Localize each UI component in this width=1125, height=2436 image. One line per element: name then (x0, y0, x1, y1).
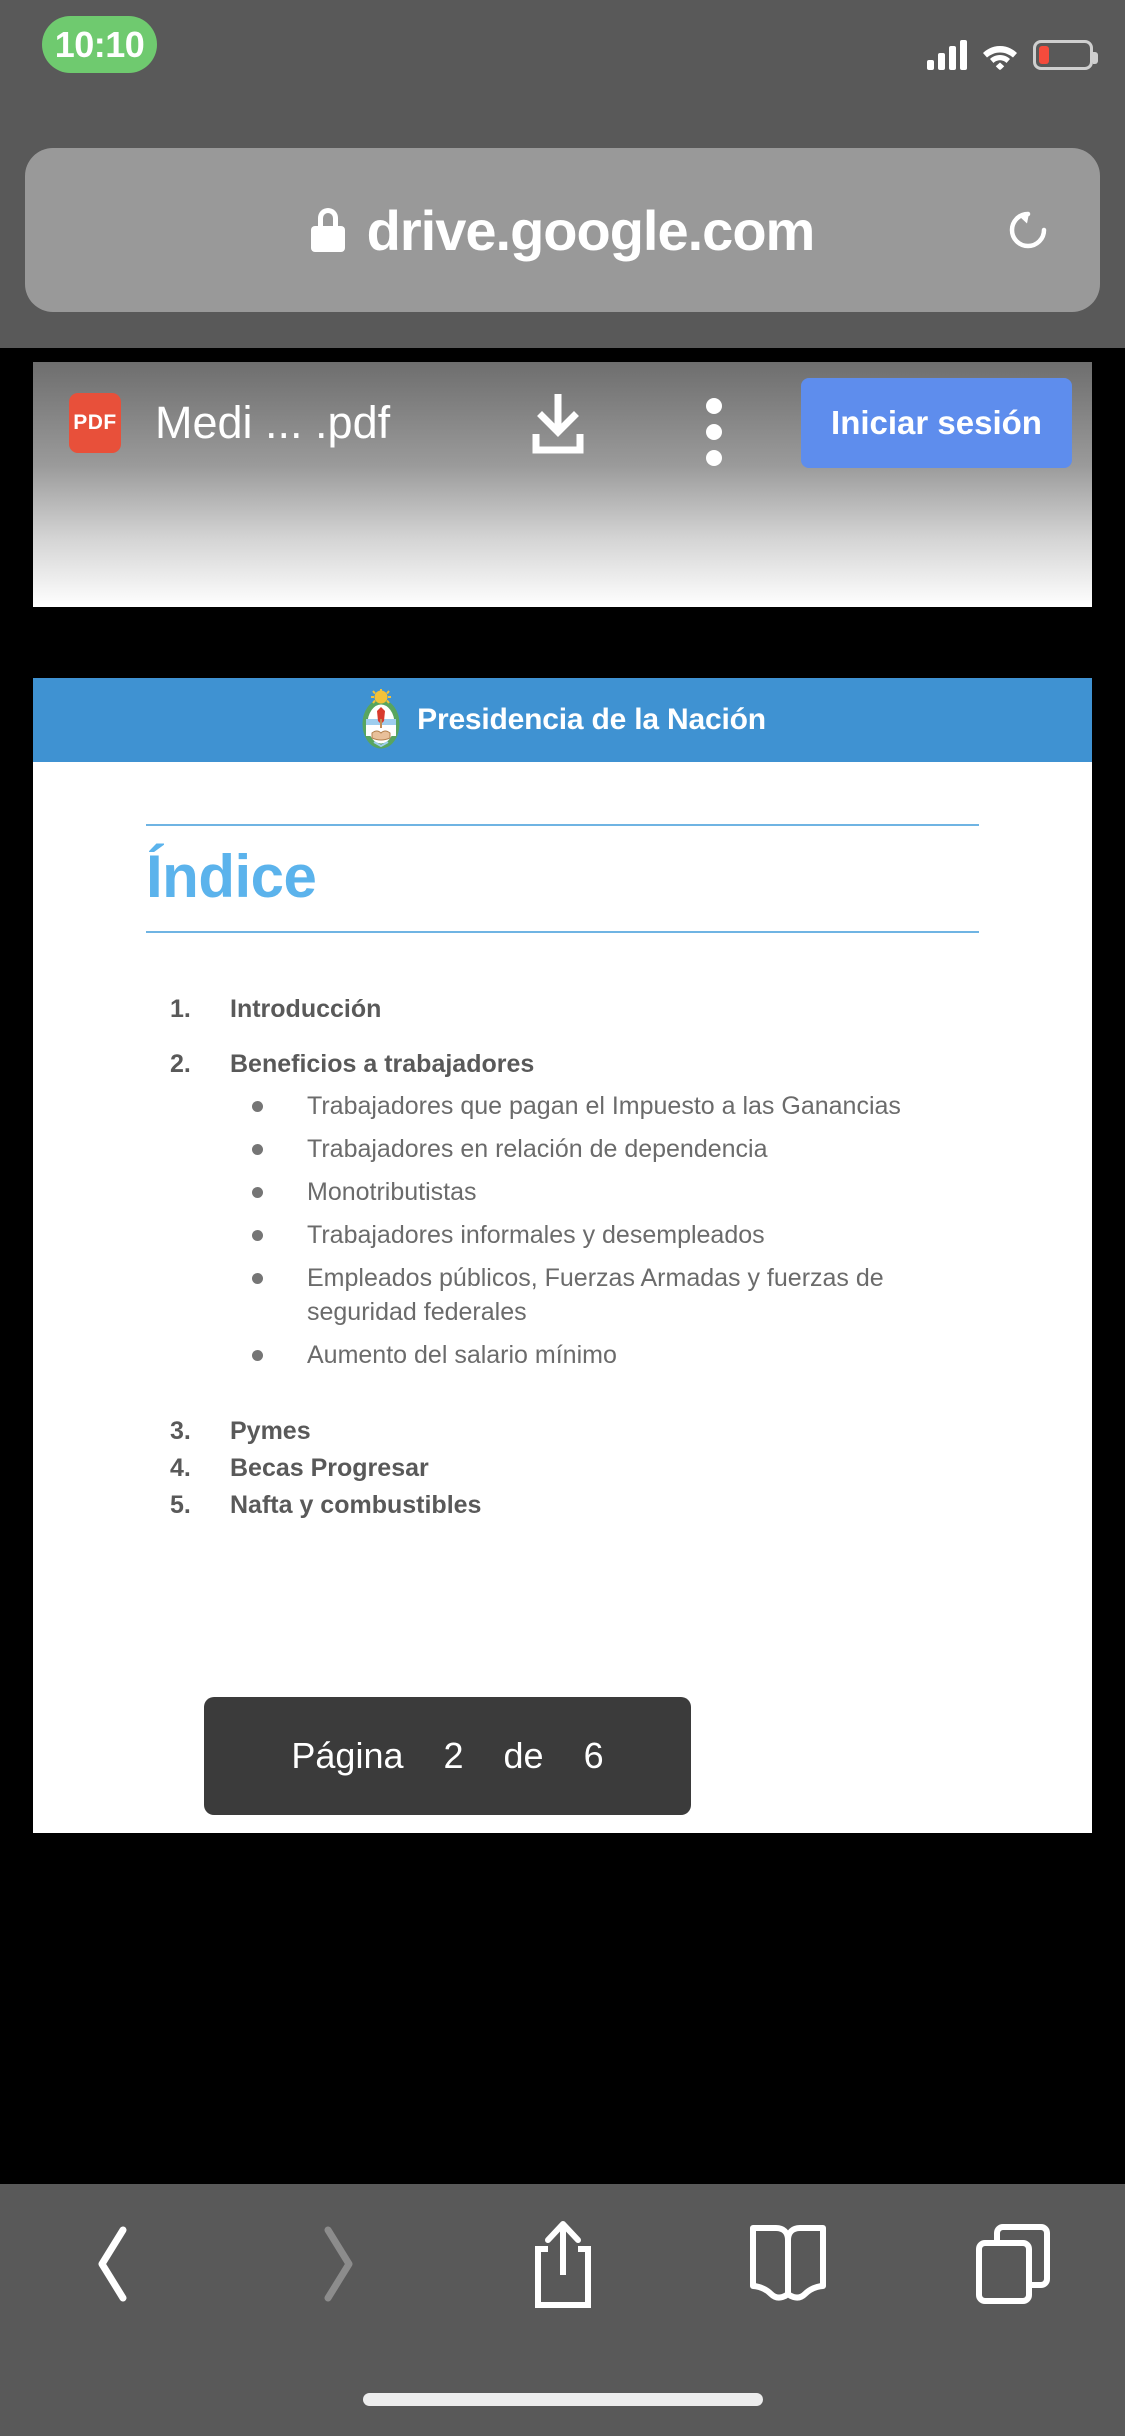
tabs-button[interactable] (900, 2184, 1125, 2344)
document-heading: Índice (146, 843, 317, 910)
toc-item (170, 1454, 979, 1483)
page-indicator-total: 6 (583, 1735, 604, 1776)
toc-item-label: Beneficios a trabajadores (230, 1050, 535, 1078)
toc-tail-items (170, 1381, 979, 1520)
tabs-icon (973, 2223, 1053, 2305)
toc-item-label: Nafta y combustibles (230, 1491, 482, 1519)
list-item (252, 1132, 979, 1166)
pdf-file-name: Medi ... .pdf (155, 397, 391, 448)
toolbar-icon-row (0, 2184, 1125, 2344)
list-item-label: Trabajadores en relación de dependencia (307, 1135, 768, 1163)
chevron-right-icon (315, 2225, 361, 2303)
page-indicator-separator: de (503, 1735, 544, 1776)
status-bar-indicators (927, 30, 1093, 70)
browser-bottom-toolbar (0, 2184, 1125, 2436)
reload-icon[interactable] (1004, 206, 1052, 254)
list-item-label: Trabajadores que pagan el Impuesto a las Ganancias (307, 1092, 901, 1120)
document-body (33, 762, 1092, 1520)
document-header-banner (33, 678, 1092, 762)
bullet-dot-icon (252, 1230, 263, 1241)
address-bar[interactable] (25, 148, 1100, 312)
pdf-page[interactable] (33, 678, 1092, 1833)
battery-low-icon (1033, 40, 1093, 70)
toc-item-number: 3. (170, 1417, 191, 1445)
page-indicator-current: 2 (443, 1735, 464, 1776)
back-button[interactable] (0, 2184, 225, 2344)
toc-item-label: Introducción (230, 995, 382, 1023)
table-of-contents (146, 933, 979, 1520)
document-header-title: Presidencia de la Nación (417, 703, 766, 736)
drive-pdf-toolbar (33, 362, 1092, 607)
bullet-dot-icon (252, 1273, 263, 1284)
address-bar-url: drive.google.com (366, 198, 815, 262)
recording-time-pill (42, 16, 157, 73)
list-item-label: Trabajadores informales y desempleados (307, 1221, 765, 1249)
list-item (252, 1175, 979, 1209)
list-item-label: Aumento del salario mínimo (307, 1341, 617, 1369)
page-indicator-label: Página (291, 1735, 404, 1776)
share-icon (530, 2217, 596, 2311)
bullet-dot-icon (252, 1350, 263, 1361)
toc-item-label: Pymes (230, 1417, 311, 1445)
toc-item (170, 1491, 979, 1520)
download-icon[interactable] (528, 392, 588, 454)
toc-item (170, 1417, 979, 1446)
pdf-file-icon: PDF (69, 393, 121, 453)
more-vertical-icon[interactable] (706, 398, 722, 466)
address-bar-content (311, 198, 815, 263)
toc-item-number: 4. (170, 1454, 191, 1482)
drive-pdf-toolbar-row (33, 362, 1092, 484)
web-content-area[interactable] (0, 348, 1125, 2184)
toc-item (170, 1050, 979, 1079)
chevron-left-icon (90, 2225, 136, 2303)
list-item-label: Monotributistas (307, 1178, 477, 1206)
lock-icon (311, 208, 345, 252)
home-indicator[interactable] (363, 2393, 763, 2406)
argentina-coat-of-arms-icon (359, 689, 403, 751)
toc-spacer (170, 1024, 979, 1050)
share-button[interactable] (450, 2184, 675, 2344)
list-item (252, 1338, 979, 1372)
toc-item-number: 5. (170, 1491, 191, 1519)
toc-item (170, 995, 979, 1024)
toc-item-label: Becas Progresar (230, 1454, 429, 1482)
book-icon (745, 2224, 831, 2304)
list-item (252, 1261, 979, 1329)
bullet-dot-icon (252, 1101, 263, 1112)
toc-sub-bullets (170, 1079, 979, 1372)
bullet-dot-icon (252, 1144, 263, 1155)
page-indicator (204, 1697, 691, 1815)
status-bar-time: 10:10 (54, 23, 145, 65)
bullet-dot-icon (252, 1187, 263, 1198)
toc-item-number: 1. (170, 995, 191, 1023)
sign-in-button[interactable]: Iniciar sesión (801, 378, 1072, 468)
list-item (252, 1089, 979, 1123)
forward-button[interactable] (225, 2184, 450, 2344)
list-item (252, 1218, 979, 1252)
cellular-bars-icon (927, 40, 967, 70)
bookmarks-button[interactable] (675, 2184, 900, 2344)
toc-item-number: 2. (170, 1050, 191, 1078)
list-item-label: Empleados públicos, Fuerzas Armadas y fuerzas de seguridad federales (307, 1264, 884, 1326)
status-bar (0, 0, 1125, 96)
wifi-icon (981, 40, 1019, 70)
